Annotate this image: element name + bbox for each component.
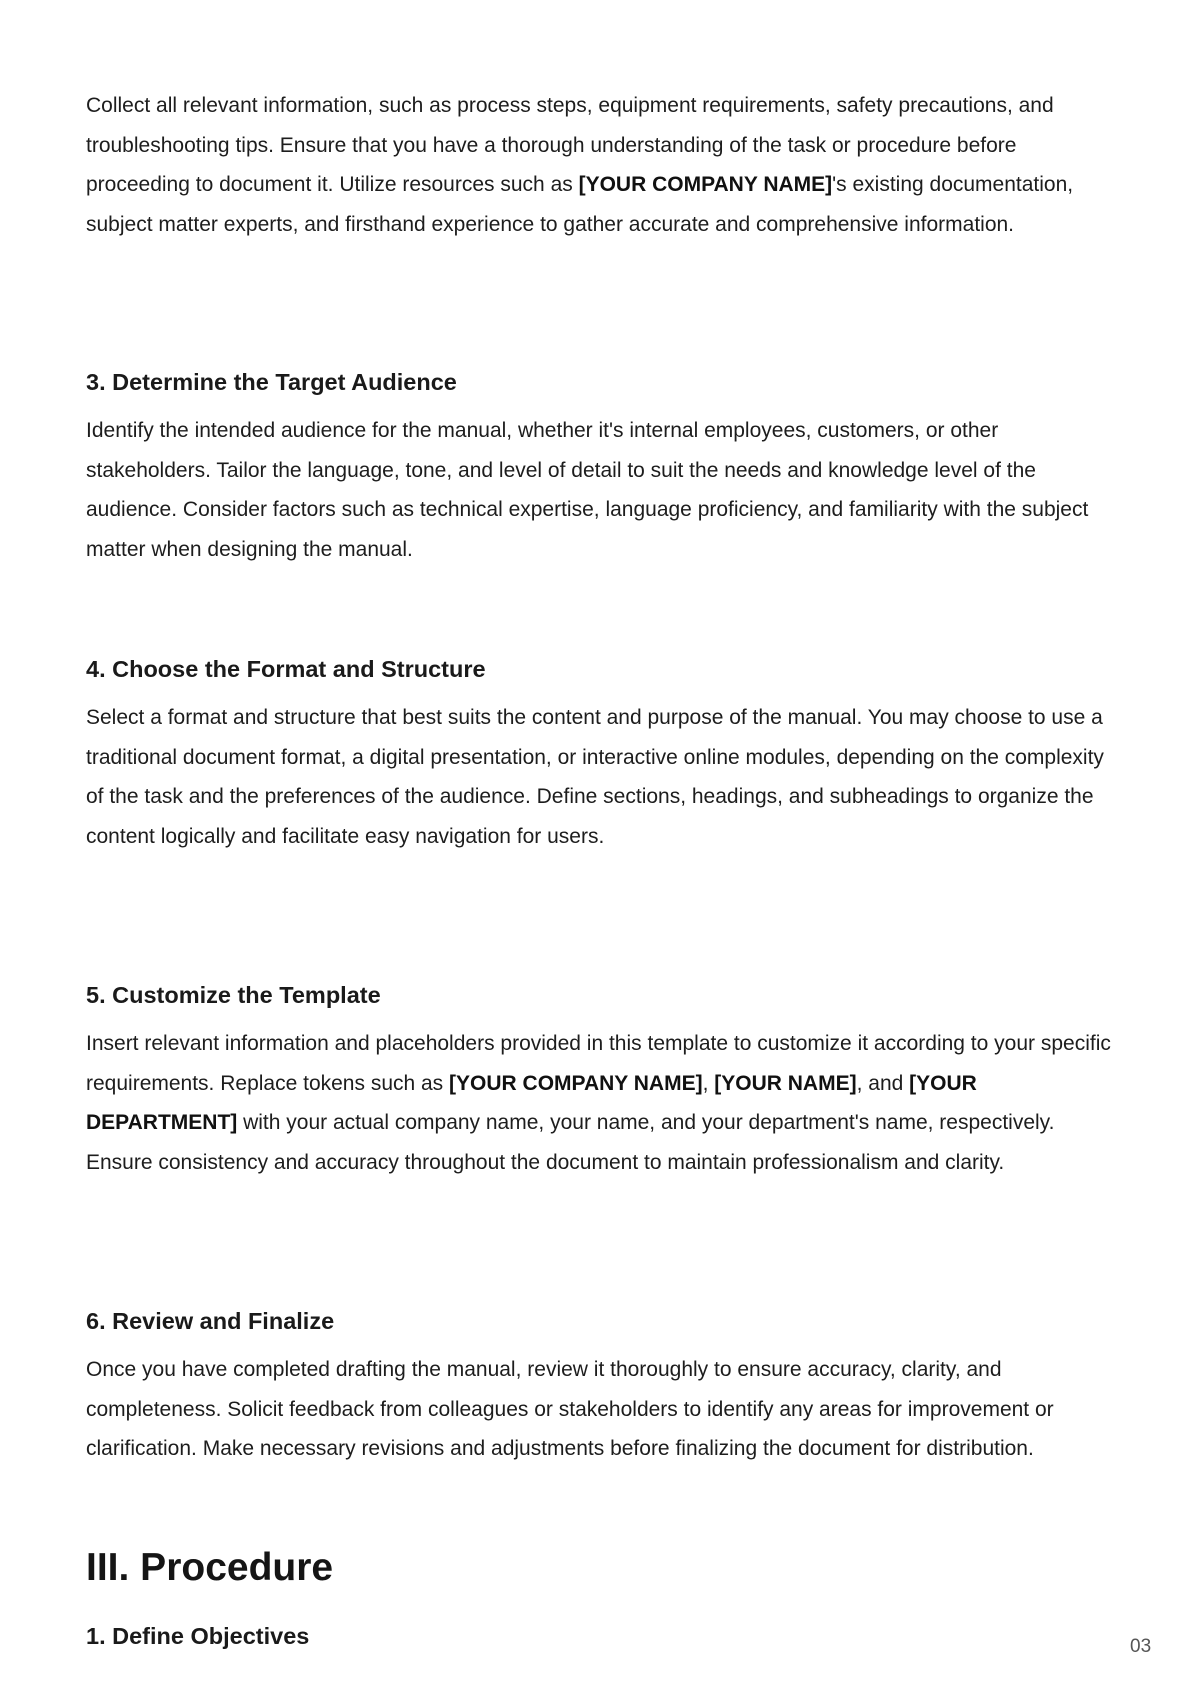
placeholder-token: [YOUR COMPANY NAME]: [578, 173, 833, 196]
section-heading: 6. Review and Finalize: [86, 1308, 335, 1334]
placeholder-token: [YOUR DEPARTMENT]: [86, 1071, 977, 1134]
text-run: Select a format and structure that best suits the content and purpose of the manual. You may choose to use a traditional document format, a digital presentation, or interactive online modules, depending on the complexity of the task and the preferences of the audience. Define sections, headings, and subheadings to organize the content logically and facilitate easy navigation for users.: [86, 706, 1104, 848]
section-customize-template: [86, 980, 1126, 1182]
text-run: , and: [856, 1071, 910, 1095]
section-review-finalize: [86, 1306, 1126, 1469]
section-body: [86, 411, 1126, 569]
section-heading: 3. Determine the Target Audience: [86, 369, 457, 395]
page-number: 03: [1130, 1636, 1152, 1657]
section-format-structure: [86, 654, 1126, 856]
text-run: Insert relevant information and placeholders provided in this template to customize it according to your specific requirements. Replace tokens such as: [86, 1032, 1111, 1095]
section-body: [86, 1024, 1126, 1182]
text-run: 's existing documentation, subject matter experts, and firsthand experience to gather accurate and comprehensive information.: [86, 173, 1074, 236]
procedure-subheading: 1. Define Objectives: [86, 1623, 310, 1649]
section-body: [86, 698, 1126, 856]
text-run: Collect all relevant information, such as process steps, equipment requirements, safety precautions, and troubleshooting tips. Ensure that you have a thorough understanding of the task or procedure before proceeding to document it. Utilize resources such as: [86, 94, 1054, 196]
intro-paragraph: [86, 86, 1126, 244]
placeholder-token: [YOUR COMPANY NAME]: [449, 1071, 703, 1095]
section-heading: 5. Customize the Template: [86, 982, 381, 1008]
text-run: ,: [702, 1071, 715, 1095]
placeholder-token: [YOUR NAME]: [714, 1071, 857, 1095]
text-run: with your actual company name, your name, and your department's name, respectively. Ensure consistency and accuracy throughout the document to maintain professionalism and clarity.: [86, 1111, 1055, 1174]
text-run: Once you have completed drafting the manual, review it thoroughly to ensure accuracy, clarity, and completeness. Solicit feedback from colleagues or stakeholders to identify any areas for improvement or clarification. Make necessary revisions and adjustments before finalizing the document for distribution.: [86, 1358, 1054, 1460]
section-heading: 4. Choose the Format and Structure: [86, 656, 486, 682]
procedure-title: III. Procedure: [86, 1546, 334, 1589]
text-run: Identify the intended audience for the manual, whether it's internal employees, customers, or other stakeholders. Tailor the language, tone, and level of detail to suit the needs and knowledge level of the audience. Consider factors such as technical expertise, language proficiency, and familiarity with the subject matter when designing the manual.: [86, 419, 1089, 561]
section-body: [86, 1350, 1126, 1469]
section-target-audience: [86, 367, 1126, 569]
